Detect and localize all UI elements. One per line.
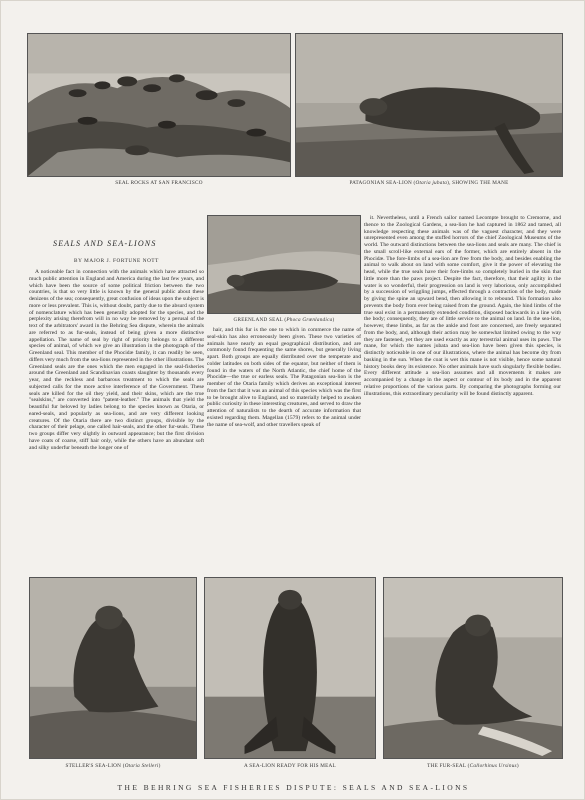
photo-patagonian-sea-lion [295, 33, 563, 177]
steller-sea-lion-illustration [30, 578, 196, 758]
caption-seal-rocks: SEAL ROCKS AT SAN FRANCISCO [115, 180, 203, 186]
article-column-2: hair, and this fur is the one to which in commerce the name of seal-skin has also erroneously been given. These two varieties of animals have nearly an equal geographical distribution, and are commonly found frequenting the same shores, but generally living apart. Both groups are equally distributed over the temperate and colder latitudes on both sides of the equator, but neither of them is found in the waters of the North Atlantic, the chief home of the Phocidæ—the true or earless seals. The Patagonian sea-lion is the member of the Otaria family which derives an exceptional interest from the fact that it was an animal of this species which was the first to be brought alive to England, and so materially helped to awaken public curiosity in these interesting creatures, and served to draw the attention of naturalists to the dearth of accurate information that existed regarding them. Magellan (1579) refers to the animal under the name of sea-wolf, and other travellers speak of [207, 327, 361, 428]
caption-greenland-seal: GREENLAND SEAL (Phoca Grœnlandica) [233, 317, 335, 323]
caption-patagonian-sea-lion: PATAGONIAN SEA-LION (Otaria jubata), SHOWING THE MANE [349, 180, 509, 186]
fur-seal-illustration [384, 578, 562, 758]
patagonian-sea-lion-illustration [296, 34, 562, 176]
photo-fur-seal [383, 577, 563, 759]
seal-rocks-illustration [28, 34, 290, 176]
article-byline: BY MAJOR J. FORTUNE NOTT [74, 258, 159, 264]
page-title: THE BEHRING SEA FISHERIES DISPUTE: SEALS AND SEA-LIONS [117, 783, 470, 792]
caption-fur-seal: THE FUR-SEAL (Callorhinus Ursinus) [427, 763, 519, 769]
greenland-seal-illustration [208, 216, 360, 313]
article-column-3: it. Nevertheless, until a French sailor named Lecompte brought to Cremorne, and thence to the Zoological Gardens, a sea-lion he had captured in 1862 and tamed, all knowledge respecting these animals was of the vaguest character, and they were unrepresented even among the stuffed horrors of the chief Zoological Museums of the world. The outward distinctions between the sea-lions and seals are many. The chief is the small scroll-like external ears of the former, which are entirely absent in the Phocidæ. The fore-limbs of a sea-lion are free from the body, and besides enabling the animal to walk about on land with some comfort, give it the power of elevating the head, while the true seals have their fore-limbs so completely buried in the skin that little more than the paws project. Despite the fact, therefore, that their agility in the water is so wonderful, their progression on land is very laborious, only accomplished by a succession of wriggling jumps, effected through a contraction of the body, made by giving the spine an upward bend, then allowing it to rebound. This formation also prevents the body from ever being raised from the ground. Again, the hind limbs of the true seal exist in a permanently extended condition, disposed backwards in a line with the body; consequently, they are of little service to the animal on land. In the sea-lion, however, these limbs, as far as the ankle and foot are concerned, are freely separated from the body, and, although their action may be somewhat limited owing to the way they are fastened, yet they are used exactly as any terrestrial animal uses its paws. The mane, for which the names jubata and sea-lion have been given this species, is distinctly noticeable in one of our illustrations, where the animal has become dry from basking in the sun. When the coat is wet this mane is not visible, hence some natural history books deny its existence. No other animals have such singularly flexible bodies. Every different attitude a sea-lion assumes and all movements it makes are accompanied by a change in the aspect or contour of its body and in the apparent relative proportions of the various parts. By comparing the photographs forming our illustrations, this extraordinary peculiarity will be found distinctly apparent. [364, 215, 561, 397]
sea-lion-ready-for-meal-illustration [205, 578, 375, 758]
photo-seal-rocks [27, 33, 291, 177]
caption-sea-lion-ready-for-meal: A SEA-LION READY FOR HIS MEAL [244, 763, 336, 769]
photo-sea-lion-ready-for-meal [204, 577, 376, 759]
caption-steller-sea-lion: STELLER'S SEA-LION (Otaria Stelleri) [65, 763, 161, 769]
article-column-1: A noticeable fact in connection with the animals which have attracted so much public attention in England and America during the last few years, and which have been the source of some political friction between the two countries, is that so very little is known by the general public about these denizens of the sea; consequently, great confusion of ideas upon the subject is more or less prevalent. This is, without doubt, partly due to the absurd system of nomenclature which has been generally adopted for the species, and the perplexity arising therefrom will in no way be removed by a perusal of the text of the arbitrators' award in the Behring Sea dispute, wherein the animals are referred to as fur-seals, instead of being given a more distinctive appellation. The name of seal by right of priority belongs to a different species of animal, of which we give an illustration in the photograph of the Greenland seal. This member of the Phocidæ family, it can readily be seen, differs very much from the sea-lions represented in the other illustrations. The Greenland seals are the ones which the men engaged in the seal-fisheries around the Greenland and Scandinavian coasts slaughter by thousands every year, and the reckless and barbarous treatment to which the seals are subjected calls for the more active interference of the Government. These seals are killed for the oil they yield, and their skins, which are the true "sealskins," are converted into "patent-leather." The animals that yield the beautiful fur beloved by ladies belong to the species known as Otaria, or eared-seals, and popularly as sea-lions, and are very different looking creatures. Of the Otaria there are two distinct groups, divisible by the character of their pelage, one called hair-seals, and the other fur-seals. These two groups differ very slightly in outward appearance; but the first division have coats of coarse, stiff hair only, while the others have an abundant soft and silky underfur beneath the longer one of [29, 269, 204, 451]
photo-greenland-seal [207, 215, 361, 314]
article-title: SEALS AND SEA-LIONS [53, 239, 157, 248]
photo-steller-sea-lion [29, 577, 197, 759]
